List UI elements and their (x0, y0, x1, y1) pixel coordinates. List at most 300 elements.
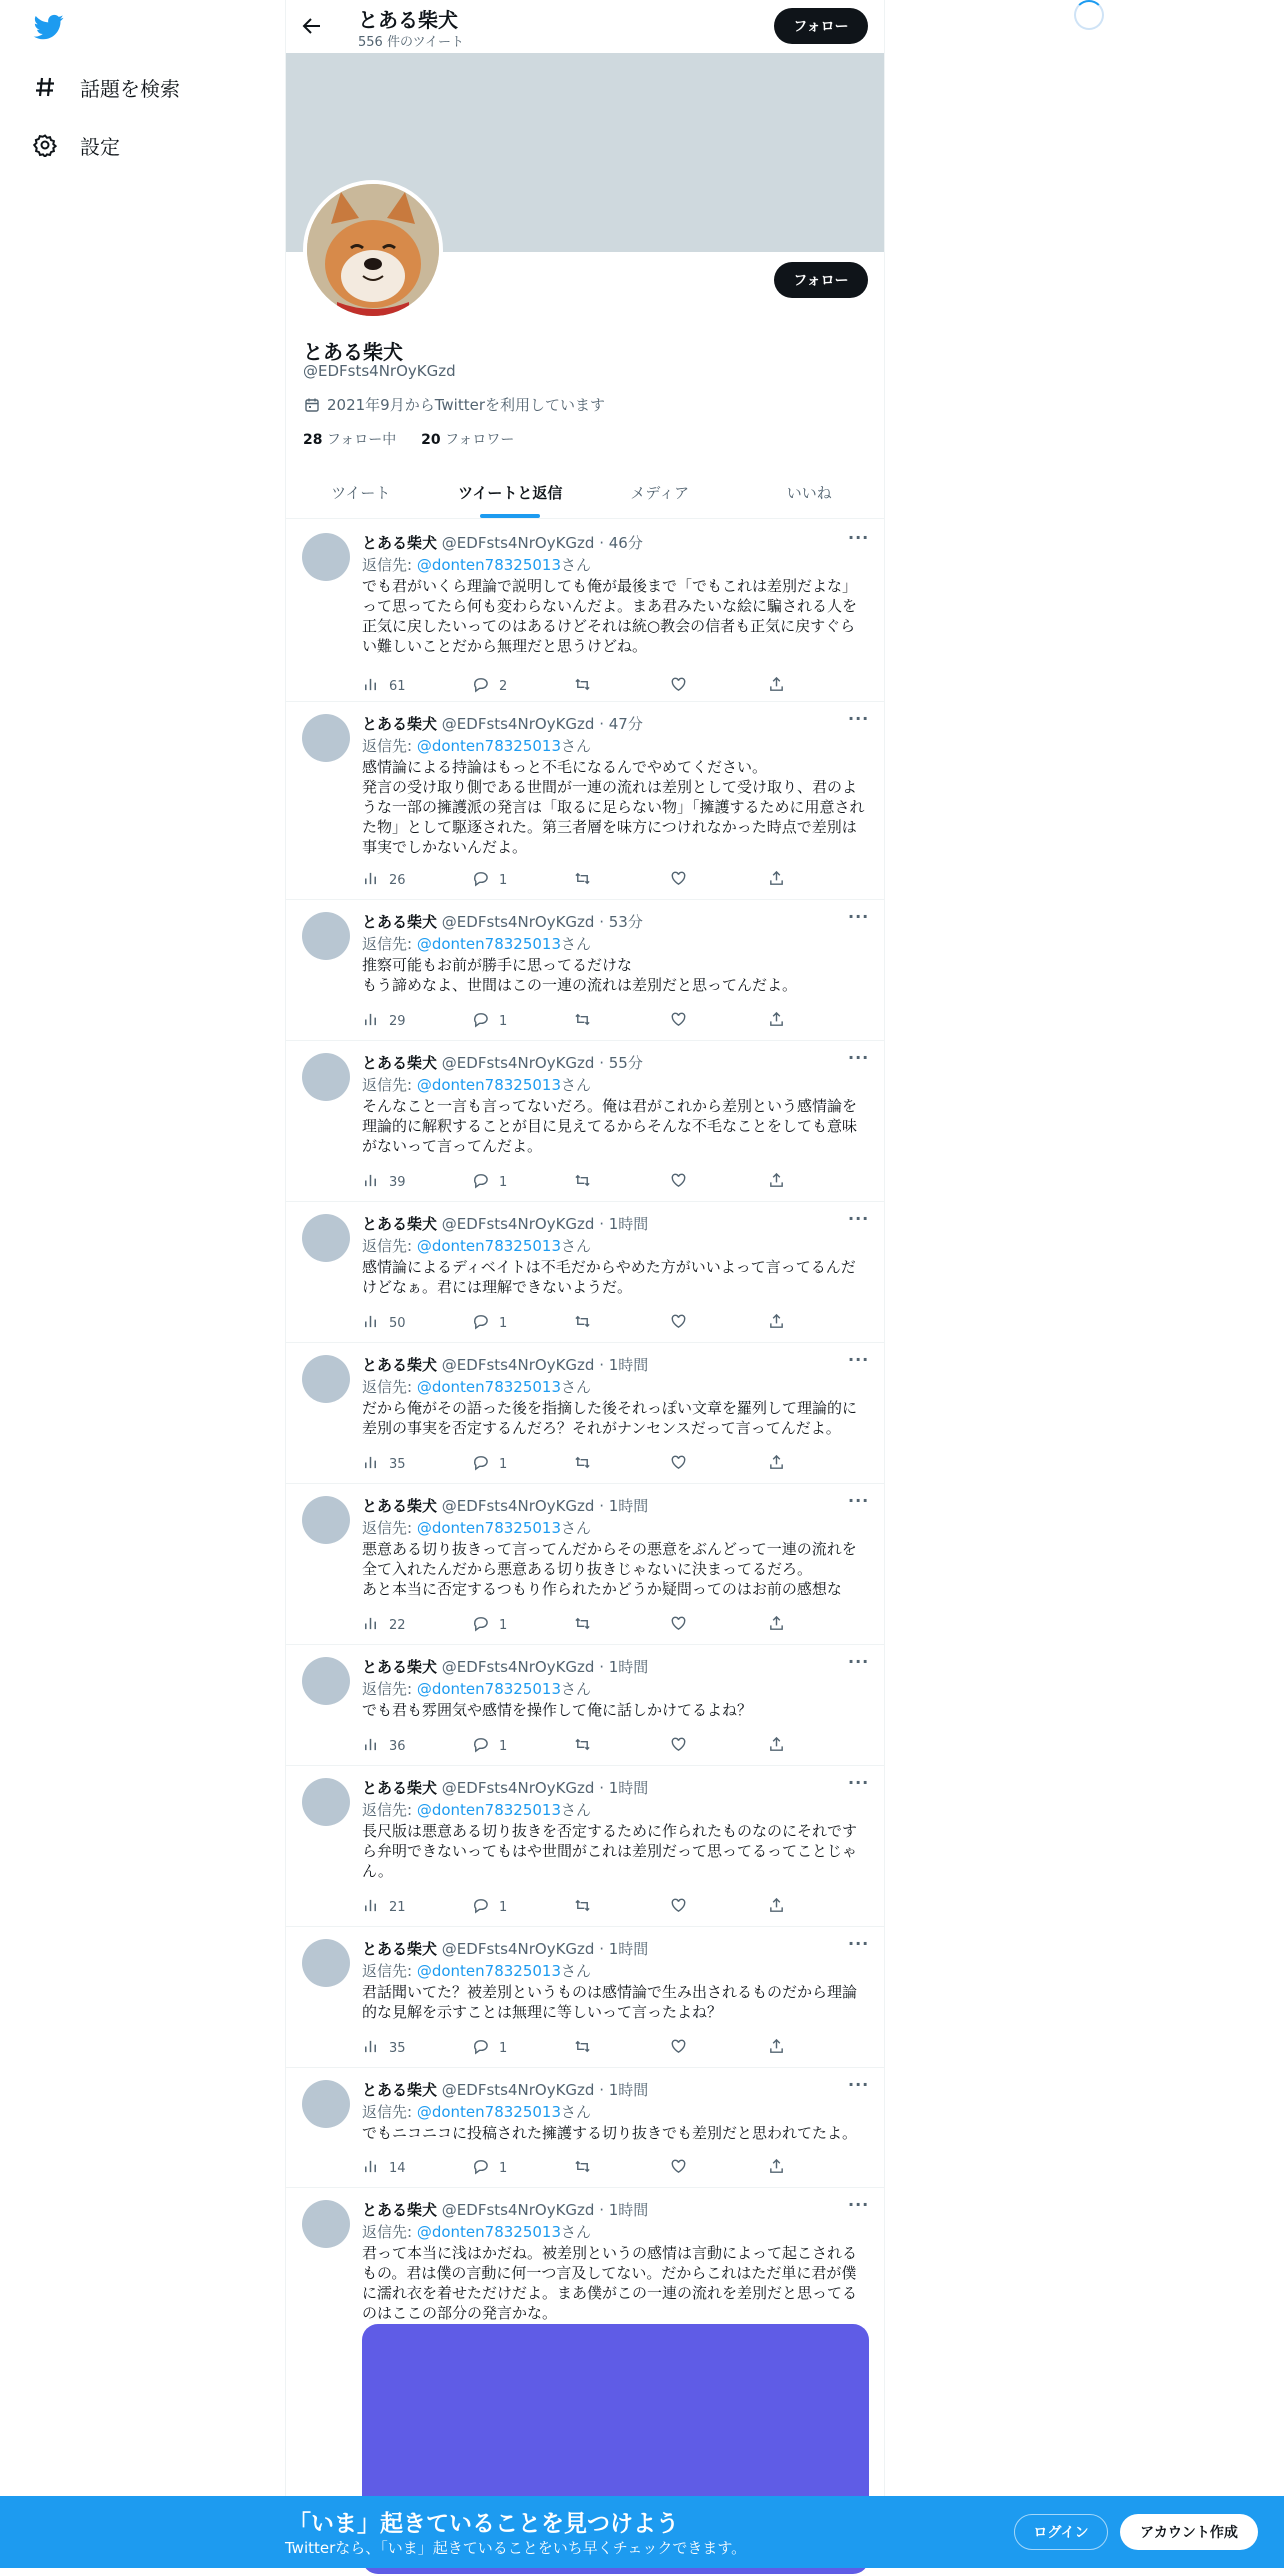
tweet-handle-time[interactable]: @EDFsts4NrOyKGzd · 1時間 (441, 1779, 649, 1797)
tweet-handle-time[interactable]: @EDFsts4NrOyKGzd · 1時間 (441, 1940, 649, 1958)
hashtag-icon (32, 74, 58, 100)
more-options-icon[interactable]: ··· (848, 2195, 870, 2214)
tweet-text: 感情論によるディベイトは不毛だからやめた方がいいよって言ってるんだけどなぁ。君には理解できないようだ。 (362, 1258, 856, 1296)
tweet-reply-to (362, 1235, 591, 1256)
tweet-header (362, 1656, 648, 1677)
views-icon (362, 676, 379, 697)
reply-count: 1 (499, 1175, 508, 1190)
tweet-actions (362, 1172, 802, 1192)
gear-icon (32, 132, 58, 158)
reply-suffix: さん (561, 1076, 592, 1094)
share-icon (768, 870, 785, 891)
retweet-icon (574, 1897, 591, 1918)
views-icon (362, 1897, 379, 1918)
tweet-handle-time[interactable]: @EDFsts4NrOyKGzd · 1時間 (441, 1497, 649, 1515)
tweet-text: そんなこと一言も言ってないだろ。俺は君がこれから差別という感情論を理論的に解釈することが目に見えてるからそんな不毛なことをしても意味がないって言ってんだよ。 (362, 1097, 858, 1155)
tab-likes-label: いいね (786, 483, 832, 502)
retweet-icon (574, 1172, 591, 1193)
back-arrow-icon[interactable] (300, 14, 324, 38)
views-icon (362, 2038, 379, 2059)
tweet-avatar[interactable] (302, 1657, 350, 1705)
reply-prefix: 返信先: (362, 1519, 417, 1537)
reply-button[interactable] (472, 676, 507, 697)
reply-mention[interactable]: @donten78325013 (416, 2223, 561, 2241)
nav-explore[interactable] (32, 67, 180, 107)
following-link[interactable] (303, 432, 396, 448)
heart-icon (670, 1454, 687, 1475)
reply-prefix: 返信先: (362, 1076, 417, 1094)
retweet-button[interactable] (574, 676, 591, 697)
tweet[interactable] (286, 1927, 884, 2068)
views-count: 29 (389, 1014, 406, 1029)
heart-icon (670, 676, 687, 697)
share-icon (768, 676, 785, 697)
reply-prefix: 返信先: (362, 1378, 417, 1396)
heart-icon (670, 1736, 687, 1757)
tweet-author-name[interactable]: とある柴犬 (362, 1497, 438, 1515)
profile-stats (303, 429, 514, 449)
reply-button[interactable] (472, 2158, 507, 2179)
reply-count: 1 (499, 2041, 508, 2056)
reply-mention[interactable]: @donten78325013 (416, 935, 561, 953)
reply-suffix: さん (561, 1519, 592, 1537)
tweet-header (362, 1213, 648, 1234)
tweet-actions (362, 676, 802, 696)
reply-count: 2 (499, 679, 508, 694)
views-button[interactable] (362, 2038, 406, 2059)
retweet-icon (574, 870, 591, 891)
like-button[interactable] (670, 1615, 687, 1636)
like-button[interactable] (670, 1313, 687, 1334)
reply-icon (472, 2158, 489, 2179)
tweet-actions (362, 1011, 802, 1031)
share-button[interactable] (768, 1897, 785, 1918)
signup-prompt-title: 「いま」起きていることを見つけよう (288, 2511, 679, 2537)
more-options-icon[interactable]: ··· (848, 528, 870, 547)
nav-settings-label: 設定 (80, 134, 120, 159)
tweet-author-name[interactable]: とある柴犬 (362, 2201, 438, 2219)
profile-handle: @EDFsts4NrOyKGzd (303, 362, 456, 380)
tweet-author-name[interactable]: とある柴犬 (362, 1054, 438, 1072)
views-button[interactable] (362, 870, 406, 891)
share-icon (768, 1172, 785, 1193)
reply-mention[interactable]: @donten78325013 (416, 1962, 561, 1980)
tweet-avatar[interactable] (302, 714, 350, 762)
tweet-reply-to (362, 1678, 591, 1699)
tab-tweets-and-replies-label: ツイートと返信 (458, 483, 563, 502)
reply-prefix: 返信先: (362, 556, 417, 574)
views-count: 26 (389, 873, 406, 888)
retweet-button[interactable] (574, 1454, 591, 1475)
tweet[interactable] (286, 521, 884, 702)
views-icon (362, 2158, 379, 2179)
tweet[interactable] (286, 1202, 884, 1343)
reply-button[interactable] (472, 1615, 507, 1636)
retweet-icon (574, 1011, 591, 1032)
tweet-header (362, 532, 643, 553)
reply-icon (472, 870, 489, 891)
retweet-icon (574, 676, 591, 697)
reply-icon (472, 1172, 489, 1193)
tab-media[interactable] (585, 466, 735, 518)
reply-prefix: 返信先: (362, 1680, 417, 1698)
tweet-reply-to (362, 2101, 591, 2122)
retweet-button[interactable] (574, 1897, 591, 1918)
tweet-header (362, 2079, 648, 2100)
retweet-icon (574, 2158, 591, 2179)
reply-count: 1 (499, 1618, 508, 1633)
reply-suffix: さん (561, 1801, 592, 1819)
like-button[interactable] (670, 1172, 687, 1193)
tweet-author-name[interactable]: とある柴犬 (362, 913, 438, 931)
followers-label: フォロワー (440, 432, 515, 448)
reply-count: 1 (499, 2161, 508, 2176)
reply-prefix: 返信先: (362, 1237, 417, 1255)
views-icon (362, 1454, 379, 1475)
main-column (285, 0, 885, 2568)
tweet-author-name[interactable]: とある柴犬 (362, 1779, 438, 1797)
tweet-text: でもニコニコに投稿された擁護する切り抜きでも差別だと思われてたよ。 (362, 2124, 858, 2142)
retweet-button[interactable] (574, 2158, 591, 2179)
tweet[interactable] (286, 1343, 884, 1484)
tweet-avatar[interactable] (302, 2200, 350, 2248)
calendar-icon (303, 396, 321, 414)
retweet-icon (574, 1454, 591, 1475)
views-button[interactable] (362, 1615, 406, 1636)
tweet-avatar[interactable] (302, 1778, 350, 1826)
share-button[interactable] (768, 1736, 785, 1757)
views-icon (362, 1615, 379, 1636)
tweet-reply-to (362, 1517, 591, 1538)
tweet[interactable] (286, 900, 884, 1041)
tweet-actions (362, 1313, 802, 1333)
share-button[interactable] (768, 676, 785, 697)
reply-button[interactable] (472, 1313, 507, 1334)
tweet-actions (362, 1454, 802, 1474)
tweet-text: でも君も雰囲気や感情を操作して俺に話しかけてるよね？ (362, 1701, 753, 1719)
profile-tabs (286, 466, 884, 519)
nav-explore-label: 話題を検索 (80, 76, 180, 101)
retweet-button[interactable] (574, 1615, 591, 1636)
like-button[interactable] (670, 1011, 687, 1032)
profile-joined (303, 394, 605, 415)
reply-suffix: さん (561, 1237, 592, 1255)
tweet-text: 悪意ある切り抜きって言ってんだからその悪意をぶんどって一連の流れを全て入れたんだから悪意ある切り抜きじゃないに決まってるだろ。 あと本当に否定するつもり作られたかどうか疑問ってのはお前の感想な (362, 1540, 857, 1598)
tweet-avatar[interactable] (302, 1214, 350, 1262)
share-button[interactable] (768, 2158, 785, 2179)
reply-mention[interactable]: @donten78325013 (416, 1519, 561, 1537)
views-icon (362, 870, 379, 891)
retweet-button[interactable] (574, 870, 591, 891)
tweet-actions (362, 1736, 802, 1756)
login-button[interactable]: ログイン (1014, 2514, 1108, 2550)
reply-count: 1 (499, 1900, 508, 1915)
tweet-avatar[interactable] (302, 2080, 350, 2128)
share-button[interactable] (768, 870, 785, 891)
like-button[interactable] (670, 1897, 687, 1918)
views-count: 39 (389, 1175, 406, 1190)
reply-mention[interactable]: @donten78325013 (416, 1801, 561, 1819)
heart-icon (670, 1897, 687, 1918)
retweet-icon (574, 2038, 591, 2059)
tweet-author-name[interactable]: とある柴犬 (362, 1356, 438, 1374)
tweet-header (362, 713, 643, 734)
tweet-author-name[interactable]: とある柴犬 (362, 2081, 438, 2099)
reply-mention[interactable]: @donten78325013 (416, 1378, 561, 1396)
views-icon (362, 1172, 379, 1193)
tweet-handle-time[interactable]: @EDFsts4NrOyKGzd · 1時間 (441, 2201, 649, 2219)
tweet-actions (362, 2038, 802, 2058)
views-icon (362, 1313, 379, 1334)
tweet-avatar[interactable] (302, 1355, 350, 1403)
reply-suffix: さん (561, 556, 592, 574)
tweet-reply-to (362, 1799, 591, 1820)
views-button[interactable] (362, 1011, 406, 1032)
tweet-text: だから俺がその語った後を指摘した後それっぽい文章を羅列して理論的に差別の事実を否定するんだろ？それがナンセンスだって言ってんだよ。 (362, 1399, 858, 1437)
like-button[interactable] (670, 676, 687, 697)
tweet-text: 推察可能もお前が勝手に思ってるだけな もう諦めなよ、世間はこの一連の流れは差別だと思ってんだよ。 (362, 956, 798, 994)
profile-avatar[interactable] (303, 180, 443, 320)
tweet-handle-time[interactable]: @EDFsts4NrOyKGzd · 1時間 (441, 1215, 649, 1233)
reply-count: 1 (499, 1739, 508, 1754)
tweet[interactable] (286, 702, 884, 900)
tweet-handle-time[interactable]: @EDFsts4NrOyKGzd · 47分 (441, 715, 643, 733)
more-options-icon[interactable]: ··· (848, 2075, 870, 2094)
share-button[interactable] (768, 1615, 785, 1636)
tweet-avatar[interactable] (302, 1939, 350, 1987)
reply-prefix: 返信先: (362, 2103, 417, 2121)
tweet-author-name[interactable]: とある柴犬 (362, 1658, 438, 1676)
reply-mention[interactable]: @donten78325013 (416, 737, 561, 755)
signup-button[interactable]: アカウント作成 (1120, 2514, 1258, 2550)
more-options-icon[interactable]: ··· (848, 1491, 870, 1510)
tweet-avatar[interactable] (302, 1496, 350, 1544)
like-button[interactable] (670, 2158, 687, 2179)
reply-prefix: 返信先: (362, 2223, 417, 2241)
reply-count: 1 (499, 873, 508, 888)
tweet-avatar[interactable] (302, 533, 350, 581)
twitter-bird-icon[interactable] (32, 12, 66, 42)
heart-icon (670, 1313, 687, 1334)
reply-button[interactable] (472, 1011, 507, 1032)
views-button[interactable] (362, 1897, 406, 1918)
heart-icon (670, 870, 687, 891)
retweet-icon (574, 1615, 591, 1636)
reply-icon (472, 676, 489, 697)
tweet-text: 長尺版は悪意ある切り抜きを否定するために作られたものなのにそれですら弁明できないってもはや世間がこれは差別だって思ってるってことじゃん。 (362, 1822, 858, 1880)
reply-count: 1 (499, 1014, 508, 1029)
tab-tweets-label: ツイート (331, 483, 391, 502)
reply-mention[interactable]: @donten78325013 (416, 1237, 561, 1255)
more-options-icon[interactable]: ··· (848, 1048, 870, 1067)
reply-suffix: さん (561, 2103, 592, 2121)
reply-icon (472, 1615, 489, 1636)
retweet-button[interactable] (574, 1172, 591, 1193)
nav-settings[interactable] (32, 125, 120, 165)
following-count: 28 (303, 432, 323, 448)
tweet[interactable] (286, 1041, 884, 1202)
retweet-button[interactable] (574, 1313, 591, 1334)
header-profile-name: とある柴犬 (358, 8, 458, 32)
like-button[interactable] (670, 1736, 687, 1757)
reply-icon (472, 1897, 489, 1918)
like-button[interactable] (670, 2038, 687, 2059)
views-button[interactable] (362, 2158, 406, 2179)
reply-button[interactable] (472, 1736, 507, 1757)
reply-icon (472, 2038, 489, 2059)
tab-likes[interactable] (735, 466, 885, 518)
tab-media-label: メディア (630, 483, 690, 502)
views-button[interactable] (362, 676, 406, 697)
following-label: フォロー中 (322, 432, 397, 448)
reply-count: 1 (499, 1316, 508, 1331)
more-options-icon[interactable]: ··· (848, 1652, 870, 1671)
views-count: 14 (389, 2161, 406, 2176)
more-options-icon[interactable]: ··· (848, 1350, 870, 1369)
like-button[interactable] (670, 1454, 687, 1475)
tweet-handle-time[interactable]: @EDFsts4NrOyKGzd · 46分 (441, 534, 643, 552)
reply-button[interactable] (472, 1454, 507, 1475)
tweet-handle-time[interactable]: @EDFsts4NrOyKGzd · 53分 (441, 913, 643, 931)
share-button[interactable] (768, 1454, 785, 1475)
tweet-header (362, 2199, 648, 2220)
views-count: 35 (389, 2041, 406, 2056)
more-options-icon[interactable]: ··· (848, 1209, 870, 1228)
signup-prompt-bar (0, 2496, 1284, 2568)
tweet[interactable] (286, 1766, 884, 1927)
tab-tweets[interactable] (286, 466, 436, 518)
tweet-author-name[interactable]: とある柴犬 (362, 534, 438, 552)
tweet-reply-to (362, 1376, 591, 1397)
share-icon (768, 1313, 785, 1334)
views-count: 35 (389, 1457, 406, 1472)
followers-count: 20 (421, 432, 441, 448)
reply-suffix: さん (561, 2223, 592, 2241)
heart-icon (670, 1011, 687, 1032)
tweet-handle-time[interactable]: @EDFsts4NrOyKGzd · 1時間 (441, 1658, 649, 1676)
retweet-button[interactable] (574, 1011, 591, 1032)
more-options-icon[interactable]: ··· (848, 709, 870, 728)
views-icon (362, 1736, 379, 1757)
reply-button[interactable] (472, 870, 507, 891)
tweet-actions (362, 870, 802, 890)
views-icon (362, 1011, 379, 1032)
tweet-handle-time[interactable]: @EDFsts4NrOyKGzd · 55分 (441, 1054, 643, 1072)
share-icon (768, 1615, 785, 1636)
reply-suffix: さん (561, 1680, 592, 1698)
reply-mention[interactable]: @donten78325013 (416, 2103, 561, 2121)
tweet-header (362, 1354, 648, 1375)
views-button[interactable] (362, 1736, 406, 1757)
share-button[interactable] (768, 1011, 785, 1032)
share-icon (768, 2158, 785, 2179)
reply-mention[interactable]: @donten78325013 (416, 1076, 561, 1094)
share-button[interactable] (768, 2038, 785, 2059)
reply-prefix: 返信先: (362, 935, 417, 953)
header-tweet-count: 556 件のツイート (358, 35, 465, 50)
header-follow-button[interactable]: フォロー (774, 8, 868, 44)
tweet[interactable] (286, 1484, 884, 1645)
reply-suffix: さん (561, 1378, 592, 1396)
loading-spinner-icon (1074, 0, 1104, 30)
views-button[interactable] (362, 1172, 406, 1193)
profile-follow-button[interactable]: フォロー (774, 262, 868, 298)
tweet-reply-to (362, 1074, 591, 1095)
retweet-button[interactable] (574, 1736, 591, 1757)
tweet-reply-to (362, 933, 591, 954)
tweet-text: 感情論による持論はもっと不毛になるんでやめてください。 発言の受け取り側である世間が一連の流れは差別として受け取り、君のような一部の擁護派の発言は「取るに足らない物」「擁護するために用意された物」として駆逐された。第三者層を味方につけれなかった時点で差別は事実でしかないんだよ。 (362, 758, 865, 856)
views-count: 21 (389, 1900, 406, 1915)
share-icon (768, 2038, 785, 2059)
profile-joined-text: 2021年9月からTwitterを利用しています (327, 396, 605, 414)
tweet-actions (362, 2158, 802, 2178)
tweet-reply-to (362, 2221, 591, 2242)
tweet-avatar[interactable] (302, 1053, 350, 1101)
tweet-handle-time[interactable]: @EDFsts4NrOyKGzd · 1時間 (441, 1356, 649, 1374)
views-button[interactable] (362, 1454, 406, 1475)
reply-icon (472, 1011, 489, 1032)
reply-icon (472, 1313, 489, 1334)
share-icon (768, 1011, 785, 1032)
tweet-reply-to (362, 554, 591, 575)
reply-button[interactable] (472, 1172, 507, 1193)
reply-button[interactable] (472, 2038, 507, 2059)
heart-icon (670, 2158, 687, 2179)
tweet-author-name[interactable]: とある柴犬 (362, 1215, 438, 1233)
reply-mention[interactable]: @donten78325013 (416, 1680, 561, 1698)
followers-link[interactable] (421, 432, 514, 448)
more-options-icon[interactable]: ··· (848, 1773, 870, 1792)
reply-prefix: 返信先: (362, 737, 417, 755)
tweet-author-name[interactable]: とある柴犬 (362, 715, 438, 733)
profile-header-bar (286, 0, 884, 53)
share-icon (768, 1897, 785, 1918)
heart-icon (670, 1615, 687, 1636)
share-icon (768, 1454, 785, 1475)
share-button[interactable] (768, 1172, 785, 1193)
tweet-text: でも君がいくら理論で説明しても俺が最後まで「でもこれは差別だよな」って思ってたら何も変わらないんだよ。まあ君みたいな絵に騙される人を正気に戻したいってのはあるけどそれは統○教会の信者も正気に戻すぐらい難しいことだから無理だと思うけどね。 (362, 577, 858, 655)
more-options-icon[interactable]: ··· (848, 1934, 870, 1953)
reply-suffix: さん (561, 737, 592, 755)
tweet-text: 君って本当に浅はかだね。被差別というの感情は言動によって起こされるもの。君は僕の言動に何一つ言及してない。だからこれはただ単に君が僕に濡れ衣を着せただけだよ。まあ僕がこの一連の流れを差別だと思ってるのはここの部分の発言かな。 (362, 2244, 858, 2322)
share-button[interactable] (768, 1313, 785, 1334)
views-button[interactable] (362, 1313, 406, 1334)
profile-name: とある柴犬 (303, 340, 403, 364)
heart-icon (670, 1172, 687, 1193)
tweet-avatar[interactable] (302, 912, 350, 960)
reply-icon (472, 1454, 489, 1475)
more-options-icon[interactable]: ··· (848, 907, 870, 926)
retweet-icon (574, 1736, 591, 1757)
share-icon (768, 1736, 785, 1757)
tweet-reply-to (362, 1960, 591, 1981)
reply-suffix: さん (561, 1962, 592, 1980)
reply-button[interactable] (472, 1897, 507, 1918)
tweet-author-name[interactable]: とある柴犬 (362, 1940, 438, 1958)
tweet[interactable] (286, 2068, 884, 2188)
tweet-header (362, 1495, 648, 1516)
tweet-header (362, 1777, 648, 1798)
tweet[interactable] (286, 1645, 884, 1766)
signup-prompt-subtitle: Twitterなら、「いま」起きていることをいち早くチェックできます。 (285, 2539, 747, 2557)
like-button[interactable] (670, 870, 687, 891)
tab-tweets-and-replies[interactable] (436, 466, 586, 518)
tweet-actions (362, 1897, 802, 1917)
reply-mention[interactable]: @donten78325013 (416, 556, 561, 574)
views-count: 50 (389, 1316, 406, 1331)
tweet-handle-time[interactable]: @EDFsts4NrOyKGzd · 1時間 (441, 2081, 649, 2099)
retweet-button[interactable] (574, 2038, 591, 2059)
